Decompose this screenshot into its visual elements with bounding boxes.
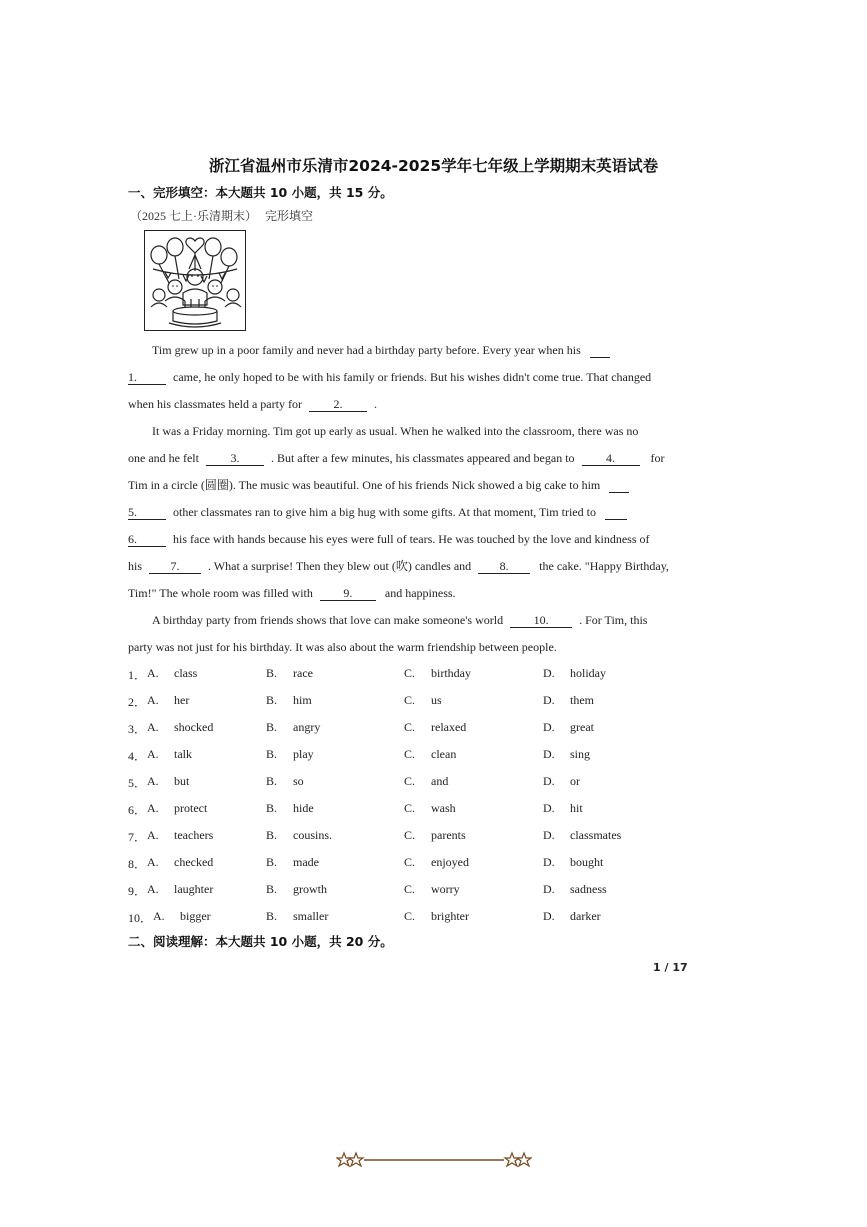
question-source xyxy=(130,207,313,224)
passage-line-1: Tim grew up in a poor family and never had a birthday party before. Every year when his xyxy=(128,342,698,358)
option-d[interactable]: them xyxy=(570,693,594,707)
page-number: 1 / 17 xyxy=(653,961,688,974)
source-type: 完形填空 xyxy=(265,209,314,223)
option-b[interactable]: cousins. xyxy=(293,828,332,842)
option-b[interactable]: growth xyxy=(293,882,327,896)
passage-line-12: party was not just for his birthday. It was also about the warm friendship between people. xyxy=(128,640,557,654)
option-c[interactable]: enjoyed xyxy=(431,855,469,869)
option-row: 1． A. class B. race C. birthday D. holiday xyxy=(128,666,606,682)
option-d[interactable]: bought xyxy=(570,855,604,869)
option-d[interactable]: great xyxy=(570,720,594,734)
option-c[interactable]: worry xyxy=(431,882,460,896)
option-a[interactable]: teachers xyxy=(174,828,214,842)
option-row: 4． A. talk B. play C. clean D. sing xyxy=(128,747,591,763)
passage-line-6: Tim in a circle (圆圈). The music was beautiful. One of his friends Nick showed a big cake to him xyxy=(128,477,698,493)
option-row: 5． A. but B. so C. and D. or xyxy=(128,774,580,790)
blank-7[interactable]: 7. xyxy=(149,560,201,574)
blank-1[interactable]: 1. xyxy=(128,371,166,385)
option-c[interactable]: parents xyxy=(431,828,466,842)
passage-line-11: A birthday party from friends shows that love can make someone's world 10. . For Tim, this xyxy=(152,613,648,627)
option-b[interactable]: so xyxy=(293,774,304,788)
blank-3[interactable]: 3. xyxy=(206,452,264,466)
passage-line-3: when his classmates held a party for 2. . xyxy=(128,397,377,411)
option-a[interactable]: shocked xyxy=(174,720,214,734)
option-row: 8． A. checked B. made C. enjoyed D. bought xyxy=(128,855,604,871)
option-row: 7． A. teachers B. cousins. C. parents D. classmates xyxy=(128,828,622,844)
option-d[interactable]: classmates xyxy=(570,828,622,842)
option-d[interactable]: sadness xyxy=(570,882,607,896)
option-c[interactable]: brighter xyxy=(431,909,469,923)
option-a[interactable]: protect xyxy=(174,801,208,815)
option-row: 9． A. laughter B. growth C. worry D. sadness xyxy=(128,882,607,898)
blank-2[interactable]: 2. xyxy=(309,398,367,412)
option-row: 2． A. her B. him C. us D. them xyxy=(128,693,594,709)
star-divider-icon xyxy=(336,1150,532,1170)
passage-line-7: 5. other classmates ran to give him a big hug with some gifts. At that moment, Tim tried to xyxy=(128,504,698,520)
option-b[interactable]: play xyxy=(293,747,314,761)
blank-line xyxy=(605,506,627,520)
blank-5[interactable]: 5. xyxy=(128,506,166,520)
birthday-party-picture xyxy=(144,230,246,331)
blank-4[interactable]: 4. xyxy=(582,452,640,466)
page-title: 浙江省温州市乐清市2024-2025学年七年级上学期期末英语试卷 xyxy=(208,157,659,175)
blank-8[interactable]: 8. xyxy=(478,560,530,574)
passage-line-5: one and he felt 3. . But after a few minutes, his classmates appeared and began to 4. for xyxy=(128,451,665,465)
blank-6[interactable]: 6. xyxy=(128,533,166,547)
option-b[interactable]: race xyxy=(293,666,313,680)
birthday-party-illustration-icon xyxy=(145,231,244,329)
option-a[interactable]: laughter xyxy=(174,882,214,896)
blank-10[interactable]: 10. xyxy=(510,614,572,628)
option-b[interactable]: smaller xyxy=(293,909,329,923)
option-row: 10． A. bigger B. smaller C. brighter D. darker xyxy=(128,909,601,925)
option-row: 3． A. shocked B. angry C. relaxed D. great xyxy=(128,720,594,736)
section-2-heading: 二、阅读理解：本大题共 10 小题，共 20 分。 xyxy=(128,934,393,949)
blank-line xyxy=(590,344,610,358)
option-a[interactable]: her xyxy=(174,693,190,707)
option-a[interactable]: but xyxy=(174,774,190,788)
option-b[interactable]: angry xyxy=(293,720,321,734)
option-c[interactable]: birthday xyxy=(431,666,471,680)
option-d[interactable]: darker xyxy=(570,909,601,923)
option-a[interactable]: talk xyxy=(174,747,192,761)
source-tag: （2025 七上·乐清期末） xyxy=(130,209,257,223)
passage-line-10: Tim!" The whole room was filled with 9. and happiness. xyxy=(128,586,456,600)
option-b[interactable]: hide xyxy=(293,801,314,815)
option-a[interactable]: class xyxy=(174,666,198,680)
option-c[interactable]: us xyxy=(431,693,442,707)
passage-line-8: 6. his face with hands because his eyes were full of tears. He was touched by the love and kindness of xyxy=(128,532,650,546)
option-d[interactable]: or xyxy=(570,774,580,788)
option-b[interactable]: made xyxy=(293,855,319,869)
option-d[interactable]: sing xyxy=(570,747,591,761)
option-d[interactable]: holiday xyxy=(570,666,606,680)
option-b[interactable]: him xyxy=(293,693,312,707)
option-c[interactable]: relaxed xyxy=(431,720,467,734)
option-a[interactable]: bigger xyxy=(180,909,211,923)
option-a[interactable]: checked xyxy=(174,855,214,869)
option-c[interactable]: clean xyxy=(431,747,457,761)
passage-line-2: 1. came, he only hoped to be with his family or friends. But his wishes didn't come true. That changed xyxy=(128,370,652,384)
passage-line-9: his 7. . What a surprise! Then they blew out (吹) candles and 8. the cake. "Happy Birthday, xyxy=(128,559,669,573)
option-c[interactable]: and xyxy=(431,774,449,788)
section-1-heading: 一、完形填空：本大题共 10 小题，共 15 分。 xyxy=(128,185,393,200)
blank-line xyxy=(609,479,629,493)
passage-line-4: It was a Friday morning. Tim got up early as usual. When he walked into the classroom, there was no xyxy=(152,424,639,438)
option-row: 6． A. protect B. hide C. wash D. hit xyxy=(128,801,583,817)
option-d[interactable]: hit xyxy=(570,801,583,815)
option-c[interactable]: wash xyxy=(431,801,456,815)
blank-9[interactable]: 9. xyxy=(320,587,376,601)
